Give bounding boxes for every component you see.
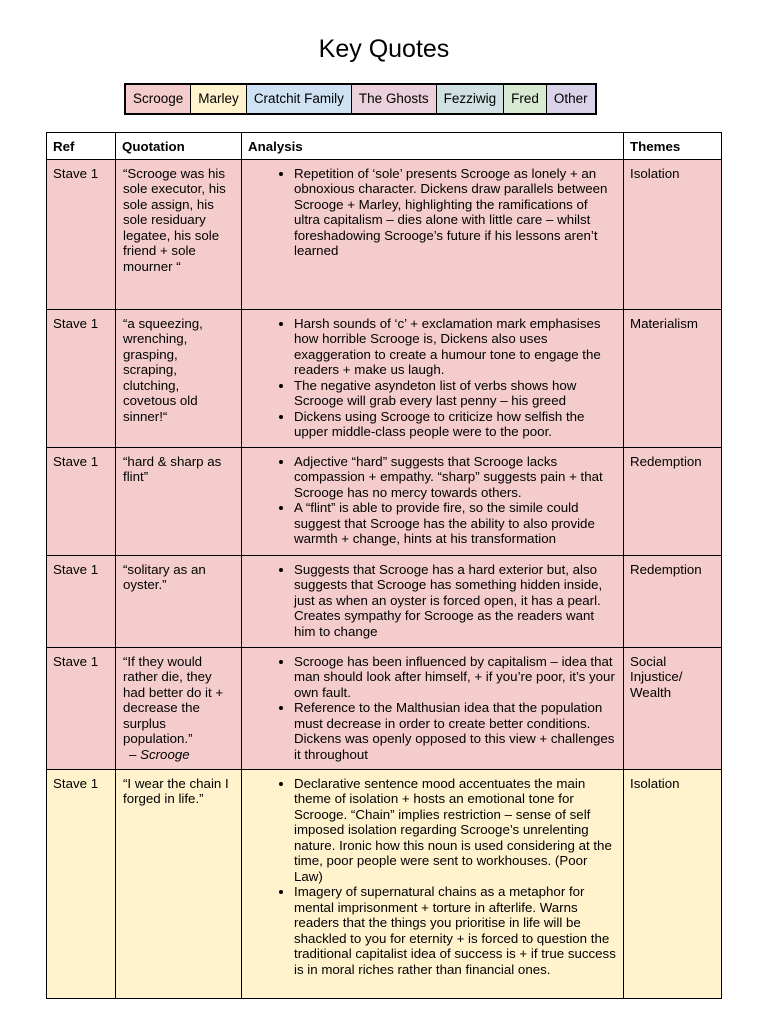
ref-cell: Stave 1 xyxy=(47,555,116,647)
legend-scrooge: Scrooge xyxy=(126,85,191,113)
theme-cell: Isolation xyxy=(624,769,722,998)
column-header-themes: Themes xyxy=(624,133,722,160)
table-header-row xyxy=(47,133,722,160)
analysis-list xyxy=(248,316,617,440)
analysis-cell xyxy=(242,647,624,769)
column-header-analysis: Analysis xyxy=(242,133,624,160)
page-title: Key Quotes xyxy=(318,35,450,63)
column-header-ref: Ref xyxy=(47,133,116,160)
analysis-point: • A “flint” is able to provide fire, so the simile could suggest that Scrooge has the ability to also provide warmth + change, hints at his transformation xyxy=(294,500,617,547)
analysis-list xyxy=(248,562,617,640)
legend-the-ghosts: The Ghosts xyxy=(352,85,437,113)
table-row xyxy=(47,309,722,447)
analysis-list xyxy=(248,776,617,978)
quotation-cell xyxy=(116,647,242,769)
ref-cell: Stave 1 xyxy=(47,647,116,769)
legend-fred: Fred xyxy=(504,85,547,113)
analysis-cell xyxy=(242,769,624,998)
legend-other: Other xyxy=(547,85,595,113)
quote-attribution xyxy=(123,747,235,763)
theme-cell: Materialism xyxy=(624,309,722,447)
analysis-point: • Imagery of supernatural chains as a metaphor for mental imprisonment + torture in afterlife. Warns readers that the things you prioritise in life will be shackled to you for eternity + is forced to question the traditional capitalist idea of success is + if true success is in moral riches rather than financial ones. xyxy=(294,884,617,977)
analysis-cell xyxy=(242,447,624,555)
analysis-cell xyxy=(242,159,624,309)
table-row xyxy=(47,159,722,309)
analysis-list xyxy=(248,454,617,547)
quotation-cell: “Scrooge was his sole executor, his sole assign, his sole residuary legatee, his sole friend + sole mourner “ xyxy=(116,159,242,309)
analysis-point: • Declarative sentence mood accentuates the main theme of isolation + hosts an emotional tone for Scrooge. “Chain” implies restriction – sense of self imposed isolation regarding Scrooge’s unrelenting nature. Ironic how this noun is used considering at the time, poor people were sent to workhouses. (Poor Law) xyxy=(294,776,617,885)
ref-cell: Stave 1 xyxy=(47,309,116,447)
analysis-cell xyxy=(242,309,624,447)
table-row xyxy=(47,555,722,647)
key-quotes-table xyxy=(46,132,722,999)
legend-fezziwig: Fezziwig xyxy=(437,85,505,113)
quotation-cell: “solitary as an oyster.” xyxy=(116,555,242,647)
analysis-point: • Suggests that Scrooge has a hard exterior but, also suggests that Scrooge has something hidden inside, just as when an oyster is forced open, it has a pearl. Creates sympathy for Scrooge as the readers want him to change xyxy=(294,562,617,640)
analysis-point: • Scrooge has been influenced by capitalism – idea that man should look after himself, + if you’re poor, it’s your own fault. xyxy=(294,654,617,701)
theme-cell: Isolation xyxy=(624,159,722,309)
quotation-cell: “I wear the chain I forged in life.” xyxy=(116,769,242,998)
analysis-cell xyxy=(242,555,624,647)
legend-marley: Marley xyxy=(191,85,247,113)
quotation-cell: “a squeezing, wrenching, grasping, scraping, clutching, covetous old sinner!“ xyxy=(116,309,242,447)
legend-cratchit-family: Cratchit Family xyxy=(247,85,352,113)
table-row xyxy=(47,769,722,998)
analysis-point: • Dickens using Scrooge to criticize how selfish the upper middle-class people were to the poor. xyxy=(294,409,617,440)
theme-cell: Redemption xyxy=(624,447,722,555)
attribution-dash: – xyxy=(129,746,137,762)
table-row xyxy=(47,447,722,555)
quotation-text: “If they would rather die, they had better do it + decrease the surplus population.” xyxy=(123,653,224,746)
quotation-cell: “hard & sharp as flint” xyxy=(116,447,242,555)
analysis-list xyxy=(248,166,617,259)
analysis-point: • Adjective “hard” suggests that Scrooge lacks compassion + empathy. “sharp” suggests pain + that Scrooge has no mercy towards others. xyxy=(294,454,617,501)
analysis-point: • Repetition of ‘sole’ presents Scrooge as lonely + an obnoxious character. Dickens draw parallels between Scrooge + Marley, highlighting the ramifications of ultra capitalism – dies alone with little care – whilst foreshadowing Scrooge’s future if his lessons aren’t learned xyxy=(294,166,617,259)
theme-cell: Redemption xyxy=(624,555,722,647)
analysis-point: • Reference to the Malthusian idea that the population must decrease in order to create better conditions. Dickens was openly opposed to this view + challenges it throughout xyxy=(294,700,617,762)
character-color-key xyxy=(124,83,597,115)
column-header-quotation: Quotation xyxy=(116,133,242,160)
ref-cell: Stave 1 xyxy=(47,769,116,998)
attribution-speaker: Scrooge xyxy=(140,746,190,762)
table-row xyxy=(47,647,722,769)
analysis-point: • Harsh sounds of ‘c’ + exclamation mark emphasises how horrible Scrooge is, Dickens also uses exaggeration to create a humour tone to engage the readers + make us laugh. xyxy=(294,316,617,378)
ref-cell: Stave 1 xyxy=(47,447,116,555)
ref-cell: Stave 1 xyxy=(47,159,116,309)
analysis-point: • The negative asyndeton list of verbs shows how Scrooge will grab every last penny – his greed xyxy=(294,378,617,409)
theme-cell: Social Injustice/ Wealth xyxy=(624,647,722,769)
analysis-list xyxy=(248,654,617,763)
